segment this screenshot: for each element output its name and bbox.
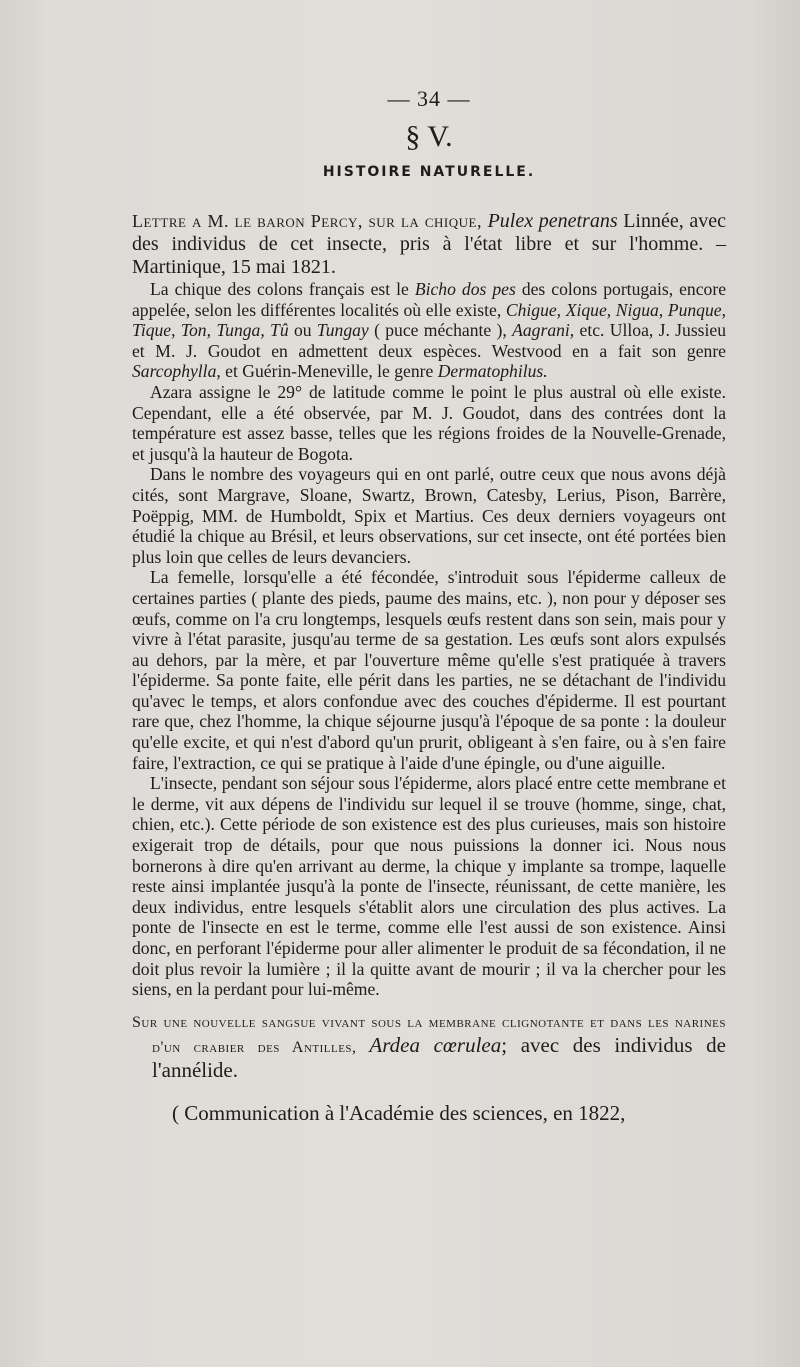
page-content [132, 86, 726, 1126]
paragraph-3: Dans le nombre des voyageurs qui en ont parlé, outre ceux que nous avons déjà cités, sont Margrave, Sloane, Swartz, Brown, Catesby, Lerius, Pison, Barrère, Poëppig, MM. de Humboldt, Spix et Martius. Ces deux derniers voyageurs ont étudié la chique au Brésil, et leurs observations, sur cet insecte, ont été portées bien plus loin que celles de leurs devanciers. [132, 464, 726, 567]
text-run: La chique des colons français est le [150, 279, 415, 299]
paragraph-5: L'insecte, pendant son séjour sous l'épiderme, alors placé entre cette membrane et le derme, vit aux dépens de l'individu sur lequel il se trouve (homme, singe, chat, chien, etc.). Cette période de son existence est des plus curieuses, mais son histoire exigerait trop de détails, pour que nous puissions la donner ici. Nous nous bornerons à dire qu'en arrivant au derme, la chique y implante sa trompe, laquelle reste ainsi implantée jusqu'à la ponte de l'insecte, réunissant, de cette manière, les deux individus, entre lesquels s'établit alors une circulation des plus actives. La ponte de l'insecte en est le terme, comme elle l'est aussi de son existence. Ainsi donc, en perforant l'épiderme pour aller alimenter le produit de sa fécondation, il ne doit plus revoir la lumière ; il la quitte avant de mourir ; il va la chercher pour les siens, en la perdant pour lui-même. [132, 773, 726, 1000]
paragraph-1 [132, 279, 726, 382]
text-run: ( puce méchante ), [368, 320, 513, 341]
paragraph-2: Azara assigne le 29° de latitude comme le point le plus austral où elle existe. Cependant, elle a été observée, par M. J. Goudot, dans des contrées dont la température est assez basse, telles que les régions froides de la Nouvelle-Grenade, et jusqu'à la hauteur de Bogota. [132, 381, 726, 464]
italic-run: Aagrani, [512, 320, 575, 341]
italic-run: Tungay [316, 320, 369, 341]
italic-run: Chigue, Xique, Nigua, Punque, Tique, Ton, Tunga, Tû [132, 299, 726, 341]
text-run: ou [288, 320, 317, 341]
article-title-prefix: Sur une nouvelle sangsue vivant sous la membrane clignotante et dans les narines d'un crabier des Antilles, [132, 1013, 726, 1056]
article-title-prefix: Lettre a M. le baron Percy, sur la chique, [132, 211, 482, 231]
page-number: — 34 — [387, 86, 471, 111]
article-title-chique [132, 210, 726, 279]
section-heading: HISTOIRE NATURELLE. [322, 164, 536, 180]
species-name: Pulex penetrans [487, 210, 618, 232]
article-title-sangsue [132, 1010, 726, 1082]
section-number: § V. [405, 120, 453, 153]
italic-run: Sarcophylla, [132, 361, 221, 382]
italic-run: Dermatophilus. [437, 361, 548, 382]
text-run: et Guérin-Meneville, le genre [220, 361, 438, 382]
italic-run: Bicho dos pes [414, 279, 516, 299]
text-run: des colons portugais, encore appelée, selon les différentes localités où elle existe, [132, 279, 727, 320]
communication-line: ( Communication à l'Académie des sciences, en 1822, [172, 1100, 626, 1125]
paragraph-4: La femelle, lorsqu'elle a été fécondée, s'introduit sous l'épiderme calleux de certaines parties ( plante des pieds, paume des mains, etc. ), non pour y déposer ses œufs, comme on l'a cru longtemps, lesquels œufs restent dans son sein, mais pour y vivre à l'état parasite, jusqu'au terme de sa gestation. Les œufs sont alors expulsés au dehors, par la mère, et par l'ouverture même qu'elle s'est pratiquée à travers l'épiderme. Sa ponte faite, elle périt dans les parties, ne se détachant de l'individu qu'avec le temps, et alors confondue avec des couches d'épiderme. Il est pourtant rare que, chez l'homme, la chique séjourne jusqu'à l'époque de sa ponte : la douleur qu'elle excite, et qui n'est d'abord qu'un prurit, obligeant à s'en faire, ou à s'en faire faire, l'extraction, ce qui se pratique à l'aide d'une épingle, ou d'une aiguille. [132, 567, 726, 773]
article-title-rest: ; avec des individus de l'annélide. [152, 1032, 727, 1082]
text-run: etc. Ulloa, J. Jussieu et M. J. Goudot en admettent deux espèces. Westvood en a fait son genre [132, 320, 727, 361]
species-name: Ardea cœrulea [369, 1032, 502, 1057]
article-title-rest: Linnée, avec des individus de cet insecte, pris à l'état libre et sur l'homme. – Martinique, 15 mai 1821. [132, 210, 726, 278]
